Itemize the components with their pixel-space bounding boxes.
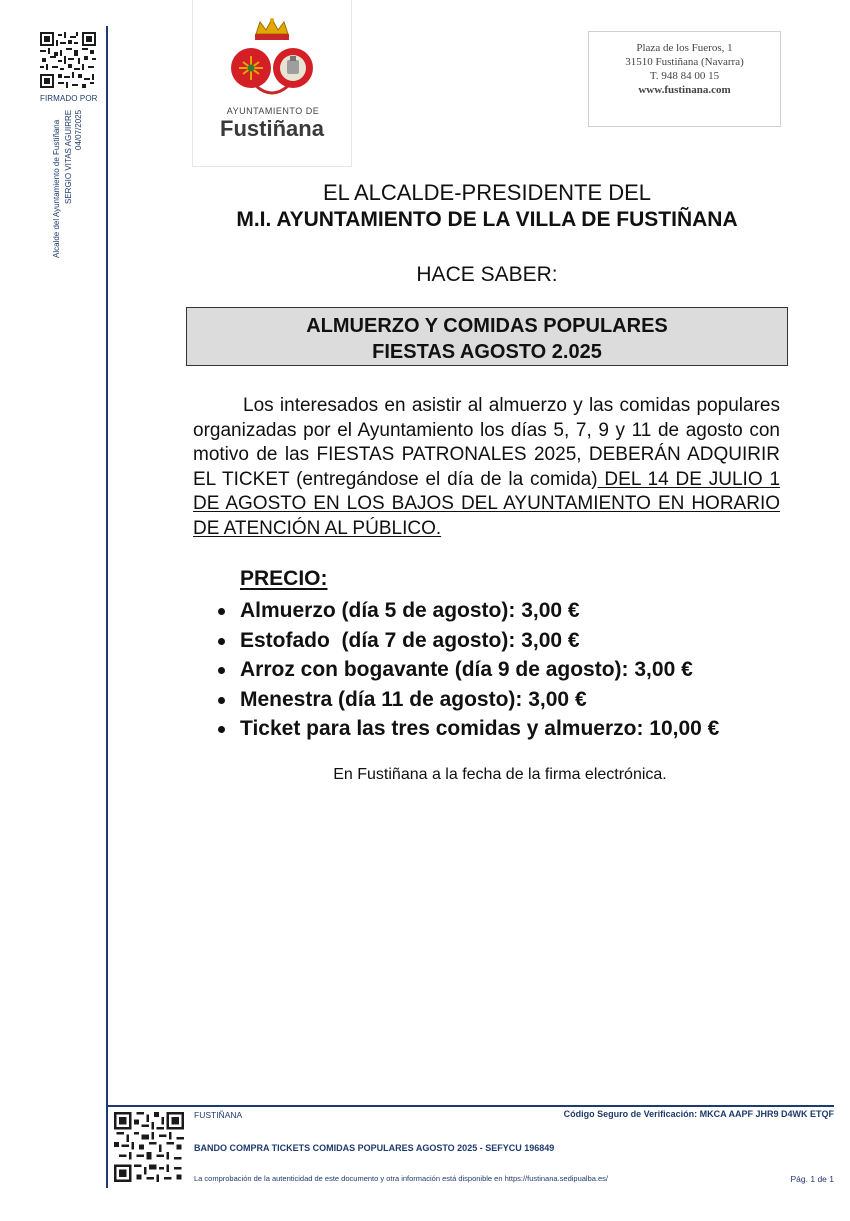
body-paragraph [193,394,780,541]
signature-date: 04/07/2025 [74,109,83,150]
price-list [214,596,719,744]
heading-mayor: EL ALCALDE-PRESIDENTE DEL [322,180,652,205]
footer-verification-code: Código Seguro de Verificación: MKCA AAPF JHR9 D4WK ETQF [563,1109,834,1119]
footer-entity: FUSTIÑANA [194,1110,243,1120]
price-item: Almuerzo (día 5 de agosto): 3,00 € [214,596,719,626]
left-margin-line [106,26,108,1188]
address-city: 31510 Fustiñana (Navarra) [625,56,744,68]
heading-council: M.I. AYUNTAMIENTO DE LA VILLA DE FUSTIÑANA [236,208,738,231]
body-underlined-text: DEL 14 DE JULIO 1 DE AGOSTO EN LOS BAJOS DEL AYUNTAMIENTO EN HORARIO DE ATENCIÓN AL PÚBLICO. [193,468,781,539]
coat-of-arms-icon [228,16,316,104]
prices-heading: PRECIO: [240,567,328,590]
logo-title: Fustiñana [220,116,324,141]
signature-role: Alcalde del Ayuntamiento de Fustiñana [52,119,61,258]
closing-line: En Fustiñana a la fecha de la firma electrónica. [333,766,667,783]
price-item: Menestra (día 11 de agosto): 3,00 € [214,685,719,715]
footer-page-number: Pág. 1 de 1 [790,1174,834,1184]
signature-name: SERGIO VITAS AGUIRRE [64,109,73,204]
address-street: Plaza de los Fueros, 1 [636,42,733,54]
footer-verification-note: La comprobación de la autenticidad de este documento y otra información está disponible en https://fustinana.sedipualba.es/ [194,1174,609,1183]
logo-subtitle: AYUNTAMIENTO DE [226,106,320,116]
address-website: www.fustinana.com [638,84,731,96]
price-item: Estofado (día 7 de agosto): 3,00 € [214,626,719,656]
footer-qr-code [114,1112,184,1182]
address-phone: T. 948 84 00 15 [649,70,720,82]
announcement-title-line1: ALMUERZO Y COMIDAS POPULARES [306,315,668,337]
address-box [588,31,781,127]
body-text: Los interesados en asistir al almuerzo y las comidas populares organizadas por el Ayuntamiento los días 5, 7, 9 y 11 de agosto con motivo de las FIESTAS PATRONALES 2025, DEBERÁN ADQUIRIR EL TICKET (entregándose el día de la comida) [193,395,780,490]
signature-qr-code [40,32,96,88]
price-item: Arroz con bogavante (día 9 de agosto): 3,00 € [214,655,719,685]
announcement-title-line2: FIESTAS AGOSTO 2.025 [372,341,602,363]
footer-document-title: BANDO COMPRA TICKETS COMIDAS POPULARES AGOSTO 2025 - SEFYCU 196849 [194,1143,555,1153]
announcement-title-box [186,307,788,366]
price-item: Ticket para las tres comidas y almuerzo: 10,00 € [214,714,719,744]
signed-by-label: FIRMADO POR [40,94,98,103]
heading-announces: HACE SABER: [416,263,558,286]
footer-divider [108,1105,834,1107]
